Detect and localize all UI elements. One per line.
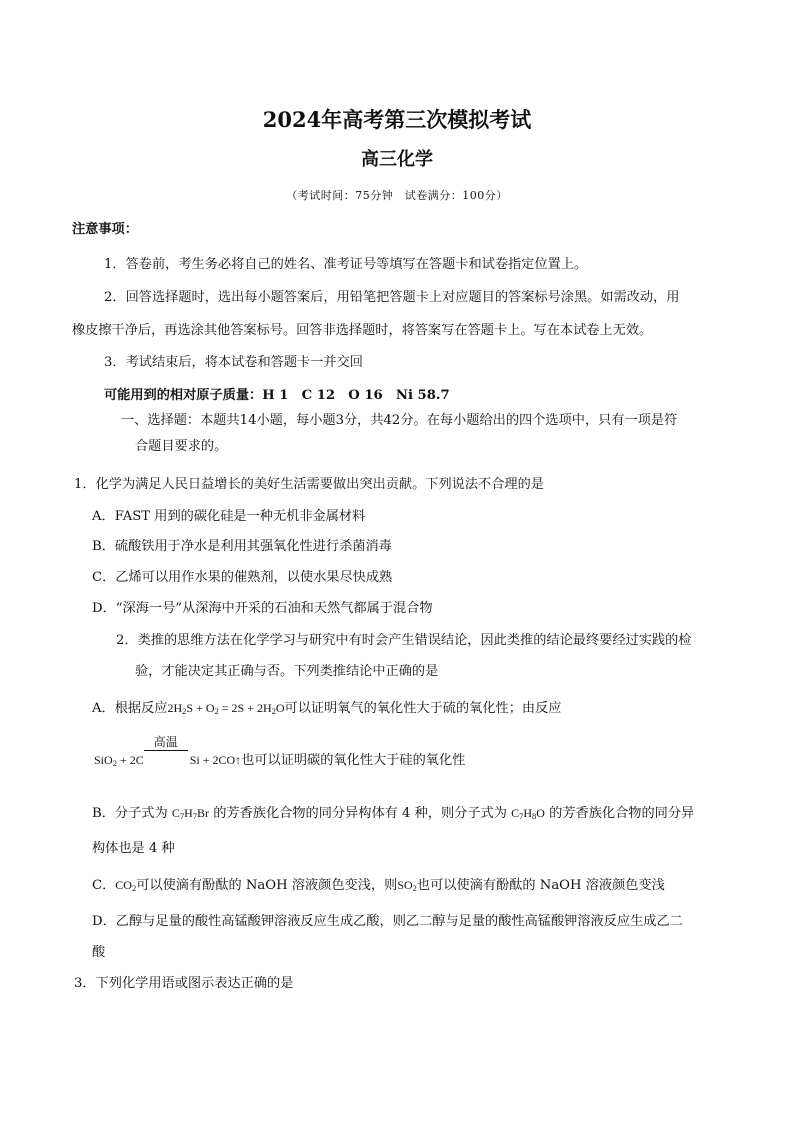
formula-c7h8o: $C_7H_8O$ — [511, 806, 545, 821]
formula-so2: $SO_2$ — [397, 878, 417, 893]
q1-option-b: B．硫酸铁用于净水是利用其强氧化性进行杀菌消毒 — [92, 539, 392, 554]
q2-option-a — [92, 699, 561, 718]
q2-option-c: C．$CO_2$可以使滴有酚酞的 NaOH 溶液颜色变浅，则$SO_2$也可以使滴有酚酞的 NaOH 溶液颜色变浅 — [92, 878, 665, 893]
exam-info: （考试时间：75分钟 试卷满分：100分） — [286, 189, 508, 202]
question-2-stem: 2．类推的思维方法在化学学习与研究中有时会产生错误结论，因此类推的结论最终要经过实践的检 — [116, 633, 692, 648]
q2-option-d: D．乙醇与足量的酸性高锰酸钾溶液反应生成乙酸，则乙二醇与足量的酸性高锰酸钾溶液反应生成乙二 — [92, 914, 683, 929]
question-2-stem-cont: 验，才能决定其正确与否。下列类推结论中正确的是 — [135, 664, 439, 679]
q2-option-a-line2-text: 也可以证明碳的氧化性大于硅的氧化性 — [241, 753, 466, 768]
reaction-equation-2: SiO$_2$ + 2C 高温 Si + 2CO↑ — [94, 735, 242, 768]
q1-option-c: C．乙烯可以用作水果的催熟剂，以使水果尽快成熟 — [92, 570, 393, 585]
atomic-mass-line: 可能用到的相对原子质量：H 1 C 12 O 16 Ni 58.7 — [104, 388, 450, 403]
question-1-stem: 1．化学为满足人民日益增长的美好生活需要做出突出贡献。下列说法不合理的是 — [74, 477, 544, 492]
subject-title: 高三化学 — [361, 149, 433, 170]
section-heading-cont: 合题目要求的。 — [135, 439, 228, 454]
question-3-stem: 3．下列化学用语或图示表达正确的是 — [74, 976, 294, 991]
section-heading: 一、选择题：本题共14小题，每小题3分，共42分。在每小题给出的四个选项中，只有一项是符 — [121, 413, 678, 428]
reaction-condition: 高温 — [144, 751, 188, 769]
notice-item-3: 3．考试结束后，将本试卷和答题卡一并交回 — [104, 355, 363, 370]
q2-option-d-cont: 酸 — [92, 945, 106, 960]
q2-option-b-cont: 构体也是 4 种 — [92, 841, 175, 856]
q2-option-a-prefix: A．根据反应 — [92, 701, 168, 716]
q1-option-a: A．FAST 用到的碳化硅是一种无机非金属材料 — [92, 509, 366, 524]
notice-item-2-cont: 橡皮擦干净后，再选涂其他答案标号。回答非选择题时，将答案写在答题卡上。写在本试卷上无效。 — [72, 323, 653, 338]
notice-item-1: 1．答卷前，考生务必将自己的姓名、准考证号等填写在答题卡和试卷指定位置上。 — [104, 257, 588, 272]
notice-heading: 注意事项： — [72, 222, 138, 237]
formula-c7h7br: $C_7H_7Br$ — [171, 806, 210, 821]
q2-option-a-line2 — [94, 735, 466, 770]
exam-title: 2024年高考第三次模拟考试 — [262, 107, 532, 132]
formula-co2: $CO_2$ — [115, 878, 137, 893]
q2-option-b: B．分子式为 $C_7H_7Br$ 的芳香族化合物的同分异构体有 4 种，则分子式为 $C_7H_8O$ 的芳香族化合物的同分异 — [92, 806, 695, 821]
q2-option-a-text: 可以证明氧气的氧化性大于硫的氧化性；由反应 — [284, 701, 562, 716]
q1-option-d: D．“深海一号”从深海中开采的石油和天然气都属于混合物 — [92, 601, 433, 616]
reaction-equation-1: $2H_2S + O_2 = 2S + 2H_2O$ — [167, 701, 285, 716]
notice-item-2: 2．回答选择题时，选出每小题答案后，用铅笔把答题卡上对应题目的答案标号涂黑。如需改动，用 — [104, 290, 680, 305]
